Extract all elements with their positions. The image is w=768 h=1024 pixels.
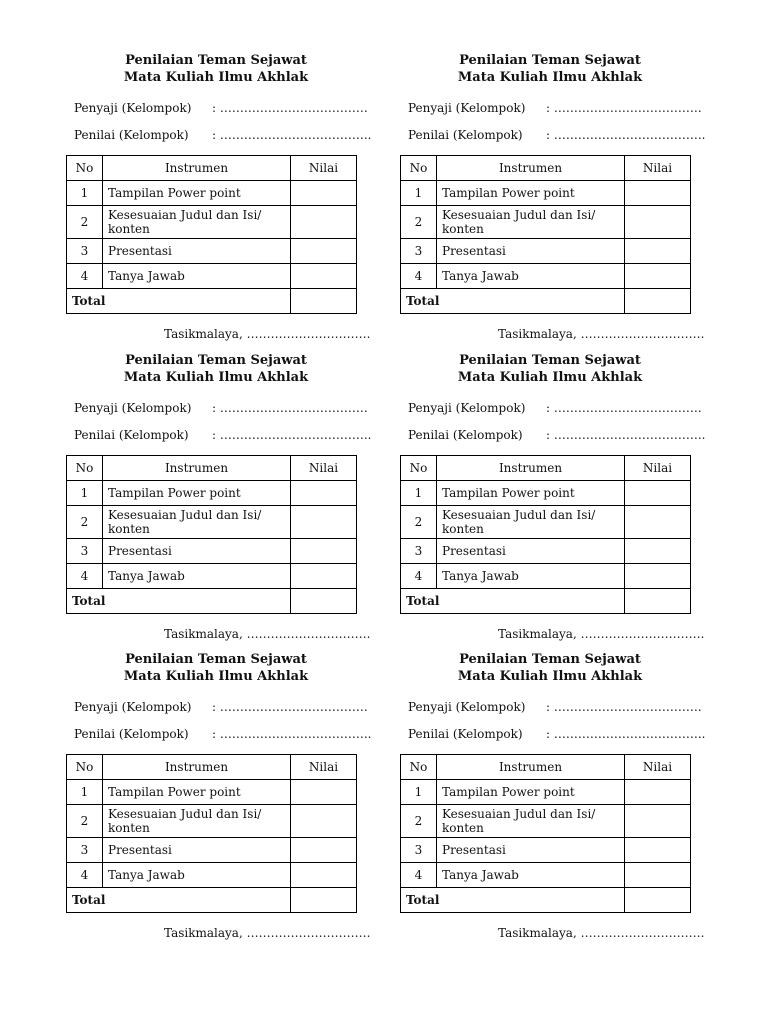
- row-instrument: Tanya Jawab: [103, 564, 291, 589]
- score-table: [66, 155, 357, 314]
- table-row: [67, 863, 357, 888]
- row-instrument: Kesesuaian Judul dan Isi/ konten: [437, 206, 625, 239]
- presenter-field[interactable]: [74, 401, 368, 415]
- header-no: No: [67, 156, 103, 181]
- header-instrument: Instrumen: [437, 456, 625, 481]
- table-header-row: [401, 156, 691, 181]
- total-row: [401, 888, 691, 913]
- course-title: Mata Kuliah Ilmu Akhlak: [123, 669, 309, 684]
- row-instrument: Tanya Jawab: [437, 863, 625, 888]
- presenter-value[interactable]: : ……………………………….: [546, 101, 702, 115]
- presenter-label: Penyaji (Kelompok): [408, 401, 526, 415]
- total-label: Total: [401, 289, 625, 314]
- header-instrument: Instrumen: [103, 755, 291, 780]
- table-row: [67, 838, 357, 863]
- place-date-line[interactable]: Tasikmalaya, ………………………….: [498, 627, 705, 641]
- assessor-label: Penilai (Kelompok): [74, 428, 189, 442]
- presenter-value[interactable]: : ……………………………….: [546, 700, 702, 714]
- table-row: [401, 780, 691, 805]
- assessor-label: Penilai (Kelompok): [74, 128, 189, 142]
- row-instrument: Tanya Jawab: [437, 564, 625, 589]
- assessor-value[interactable]: : ………………………………..: [546, 727, 706, 741]
- presenter-label: Penyaji (Kelompok): [74, 101, 192, 115]
- score-cell[interactable]: [625, 863, 691, 888]
- row-number: 3: [401, 838, 437, 863]
- table-row: [401, 564, 691, 589]
- total-score-cell[interactable]: [291, 589, 357, 614]
- assessor-field[interactable]: [408, 428, 706, 442]
- row-instrument: Tampilan Power point: [437, 481, 625, 506]
- assessor-field[interactable]: [408, 128, 706, 142]
- table-header-row: [67, 456, 357, 481]
- form-title: Penilaian Teman Sejawat: [125, 53, 307, 68]
- presenter-value[interactable]: : ……………………………….: [212, 401, 368, 415]
- course-title: Mata Kuliah Ilmu Akhlak: [457, 669, 643, 684]
- row-number: 3: [67, 539, 103, 564]
- row-instrument: Presentasi: [437, 539, 625, 564]
- row-number: 4: [67, 863, 103, 888]
- row-number: 2: [401, 206, 437, 239]
- row-number: 4: [67, 564, 103, 589]
- score-cell[interactable]: [291, 506, 357, 539]
- score-cell[interactable]: [625, 539, 691, 564]
- score-table: [400, 155, 691, 314]
- table-row: [401, 206, 691, 239]
- table-row: [67, 506, 357, 539]
- assessor-value[interactable]: : ………………………………..: [212, 128, 372, 142]
- score-cell[interactable]: [291, 181, 357, 206]
- row-instrument: Tampilan Power point: [103, 780, 291, 805]
- place-date-line[interactable]: Tasikmalaya, ………………………….: [164, 327, 371, 341]
- row-number: 1: [401, 181, 437, 206]
- row-instrument: Tanya Jawab: [103, 863, 291, 888]
- score-table: [400, 455, 691, 614]
- total-score-cell[interactable]: [625, 888, 691, 913]
- row-number: 1: [67, 780, 103, 805]
- table-row: [401, 805, 691, 838]
- row-instrument: Presentasi: [437, 239, 625, 264]
- row-instrument: Tampilan Power point: [437, 780, 625, 805]
- presenter-label: Penyaji (Kelompok): [408, 700, 526, 714]
- score-cell[interactable]: [291, 805, 357, 838]
- presenter-field[interactable]: [408, 401, 702, 415]
- assessor-field[interactable]: [74, 128, 372, 142]
- total-score-cell[interactable]: [625, 589, 691, 614]
- row-number: 1: [401, 481, 437, 506]
- table-row: [401, 539, 691, 564]
- presenter-field[interactable]: [74, 101, 368, 115]
- row-number: 1: [67, 181, 103, 206]
- presenter-value[interactable]: : ……………………………….: [212, 101, 368, 115]
- row-instrument: Tampilan Power point: [103, 181, 291, 206]
- row-instrument: Kesesuaian Judul dan Isi/ konten: [103, 206, 291, 239]
- row-number: 3: [67, 838, 103, 863]
- assessor-label: Penilai (Kelompok): [408, 128, 523, 142]
- course-title: Mata Kuliah Ilmu Akhlak: [457, 70, 643, 85]
- row-number: 4: [401, 564, 437, 589]
- score-cell[interactable]: [291, 206, 357, 239]
- total-label: Total: [401, 888, 625, 913]
- score-cell[interactable]: [291, 539, 357, 564]
- place-date-line[interactable]: Tasikmalaya, ………………………….: [164, 627, 371, 641]
- table-row: [67, 780, 357, 805]
- total-label: Total: [67, 888, 291, 913]
- score-cell[interactable]: [291, 564, 357, 589]
- table-row: [67, 206, 357, 239]
- header-no: No: [401, 456, 437, 481]
- row-number: 2: [401, 506, 437, 539]
- total-row: [67, 589, 357, 614]
- row-instrument: Presentasi: [103, 539, 291, 564]
- header-instrument: Instrumen: [437, 755, 625, 780]
- table-row: [401, 181, 691, 206]
- total-row: [401, 589, 691, 614]
- score-cell[interactable]: [625, 780, 691, 805]
- table-row: [401, 264, 691, 289]
- row-instrument: Tanya Jawab: [103, 264, 291, 289]
- assessor-value[interactable]: : ………………………………..: [546, 428, 706, 442]
- header-instrument: Instrumen: [103, 156, 291, 181]
- table-row: [401, 481, 691, 506]
- assessor-value[interactable]: : ………………………………..: [212, 428, 372, 442]
- table-row: [67, 539, 357, 564]
- header-score: Nilai: [625, 456, 691, 481]
- header-no: No: [401, 755, 437, 780]
- row-number: 3: [67, 239, 103, 264]
- row-instrument: Presentasi: [437, 838, 625, 863]
- score-cell[interactable]: [291, 780, 357, 805]
- score-cell[interactable]: [291, 863, 357, 888]
- score-cell[interactable]: [625, 506, 691, 539]
- table-row: [67, 264, 357, 289]
- header-no: No: [67, 755, 103, 780]
- assessor-field[interactable]: [408, 727, 706, 741]
- score-cell[interactable]: [625, 206, 691, 239]
- total-label: Total: [67, 589, 291, 614]
- score-cell[interactable]: [625, 264, 691, 289]
- row-number: 1: [401, 780, 437, 805]
- assessor-label: Penilai (Kelompok): [408, 428, 523, 442]
- header-score: Nilai: [625, 156, 691, 181]
- total-label: Total: [67, 289, 291, 314]
- score-cell[interactable]: [291, 264, 357, 289]
- header-score: Nilai: [291, 156, 357, 181]
- header-no: No: [401, 156, 437, 181]
- row-instrument: Kesesuaian Judul dan Isi/ konten: [103, 506, 291, 539]
- row-instrument: Kesesuaian Judul dan Isi/ konten: [103, 805, 291, 838]
- total-score-cell[interactable]: [291, 289, 357, 314]
- assessor-field[interactable]: [74, 428, 372, 442]
- row-number: 2: [67, 506, 103, 539]
- score-cell[interactable]: [625, 564, 691, 589]
- table-header-row: [401, 456, 691, 481]
- assessor-value[interactable]: : ………………………………..: [546, 128, 706, 142]
- row-instrument: Tampilan Power point: [103, 481, 291, 506]
- table-row: [401, 239, 691, 264]
- place-date-line[interactable]: Tasikmalaya, ………………………….: [498, 327, 705, 341]
- presenter-field[interactable]: [408, 101, 702, 115]
- assessor-field[interactable]: [74, 727, 372, 741]
- form-title: Penilaian Teman Sejawat: [459, 353, 641, 368]
- course-title: Mata Kuliah Ilmu Akhlak: [123, 70, 309, 85]
- form-title: Penilaian Teman Sejawat: [459, 652, 641, 667]
- score-cell[interactable]: [625, 481, 691, 506]
- row-instrument: Presentasi: [103, 838, 291, 863]
- row-number: 2: [401, 805, 437, 838]
- header-score: Nilai: [291, 755, 357, 780]
- presenter-field[interactable]: [408, 700, 702, 714]
- row-number: 2: [67, 805, 103, 838]
- header-instrument: Instrumen: [437, 156, 625, 181]
- row-number: 3: [401, 539, 437, 564]
- total-row: [67, 289, 357, 314]
- table-header-row: [401, 755, 691, 780]
- header-score: Nilai: [625, 755, 691, 780]
- presenter-label: Penyaji (Kelompok): [408, 101, 526, 115]
- score-cell[interactable]: [291, 481, 357, 506]
- row-number: 1: [67, 481, 103, 506]
- place-date-line[interactable]: Tasikmalaya, ………………………….: [164, 926, 371, 940]
- row-number: 2: [67, 206, 103, 239]
- score-table: [66, 754, 357, 913]
- row-number: 4: [67, 264, 103, 289]
- table-row: [67, 181, 357, 206]
- row-instrument: Kesesuaian Judul dan Isi/ konten: [437, 506, 625, 539]
- table-row: [401, 506, 691, 539]
- row-number: 4: [401, 863, 437, 888]
- header-score: Nilai: [291, 456, 357, 481]
- table-header-row: [67, 156, 357, 181]
- score-cell[interactable]: [291, 838, 357, 863]
- total-score-cell[interactable]: [291, 888, 357, 913]
- presenter-field[interactable]: [74, 700, 368, 714]
- table-header-row: [67, 755, 357, 780]
- row-instrument: Presentasi: [103, 239, 291, 264]
- assessor-value[interactable]: : ………………………………..: [212, 727, 372, 741]
- row-instrument: Tanya Jawab: [437, 264, 625, 289]
- score-table: [400, 754, 691, 913]
- score-cell[interactable]: [625, 805, 691, 838]
- total-label: Total: [401, 589, 625, 614]
- presenter-value[interactable]: : ……………………………….: [546, 401, 702, 415]
- total-score-cell[interactable]: [625, 289, 691, 314]
- presenter-value[interactable]: : ……………………………….: [212, 700, 368, 714]
- form-title: Penilaian Teman Sejawat: [125, 353, 307, 368]
- course-title: Mata Kuliah Ilmu Akhlak: [123, 370, 309, 385]
- table-row: [401, 838, 691, 863]
- score-cell[interactable]: [625, 239, 691, 264]
- score-cell[interactable]: [291, 239, 357, 264]
- assessor-label: Penilai (Kelompok): [408, 727, 523, 741]
- row-number: 3: [401, 239, 437, 264]
- score-cell[interactable]: [625, 838, 691, 863]
- total-row: [67, 888, 357, 913]
- table-row: [401, 863, 691, 888]
- assessor-label: Penilai (Kelompok): [74, 727, 189, 741]
- score-table: [66, 455, 357, 614]
- row-number: 4: [401, 264, 437, 289]
- table-row: [67, 564, 357, 589]
- place-date-line[interactable]: Tasikmalaya, ………………………….: [498, 926, 705, 940]
- table-row: [67, 239, 357, 264]
- course-title: Mata Kuliah Ilmu Akhlak: [457, 370, 643, 385]
- form-title: Penilaian Teman Sejawat: [125, 652, 307, 667]
- form-title: Penilaian Teman Sejawat: [459, 53, 641, 68]
- row-instrument: Kesesuaian Judul dan Isi/ konten: [437, 805, 625, 838]
- header-no: No: [67, 456, 103, 481]
- header-instrument: Instrumen: [103, 456, 291, 481]
- score-cell[interactable]: [625, 181, 691, 206]
- presenter-label: Penyaji (Kelompok): [74, 700, 192, 714]
- presenter-label: Penyaji (Kelompok): [74, 401, 192, 415]
- table-row: [67, 805, 357, 838]
- total-row: [401, 289, 691, 314]
- row-instrument: Tampilan Power point: [437, 181, 625, 206]
- table-row: [67, 481, 357, 506]
